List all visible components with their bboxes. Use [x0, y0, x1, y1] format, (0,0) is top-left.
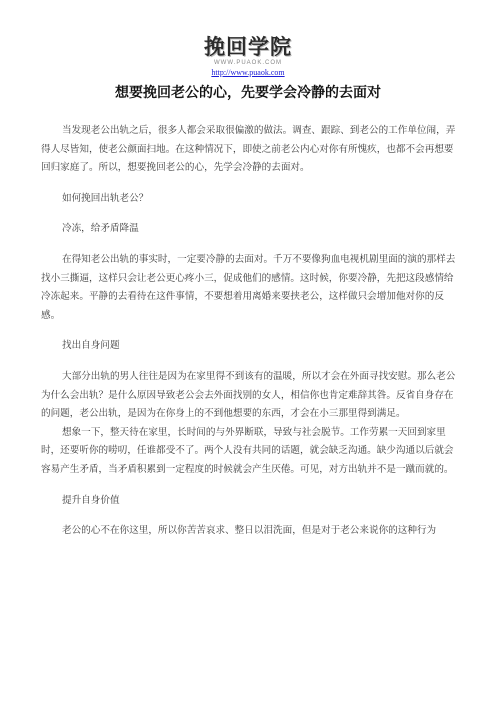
- site-logo-subtext: WWW.PUAOK.COM: [214, 60, 282, 66]
- site-url-link[interactable]: http://www.puaok.com: [211, 68, 285, 77]
- section-heading-how-to: 如何挽回出轨老公？: [62, 192, 149, 204]
- self-value-paragraph: 老公的心不在你这里，所以你苦苦哀求、整日以泪洗面，但是对于老公来说你的这种行为: [62, 525, 437, 537]
- imagine-paragraph: 想象一下，整天待在家里，长时间的与外界断联，导致与社会脱节。工作劳累一天回到家里时，还要听你的唠叨，任谁都受不了。两个人没有共同的话题，就会缺乏沟通。缺少沟通以后就会容易产生矛盾，当矛盾积累到一定程度的时候就会产生厌倦。可见，对方出轨并不是一蹴而就的。: [41, 426, 454, 475]
- find-problems-paragraph: 大部分出轨的男人往往是因为在家里得不到该有的温暖，所以才会在外面寻找安慰。那么老公为什么会出轨？是什么原因导致老公会去外面找别的女人，相信你也肯定难辞其咎。反省自身存在的问题，老公出轨，是因为在你身上的不到他想要的东西，才会在小三那里得到满足。: [41, 370, 456, 420]
- section-heading-find-problems: 找出自身问题: [62, 340, 120, 352]
- section-heading-self-value: 提升自身价值: [62, 494, 120, 506]
- section-heading-cool-down: 冷冻，给矛盾降温: [62, 223, 139, 235]
- article-title: 想要挽回老公的心，先要学会冷静的去面对: [115, 85, 381, 101]
- site-logo: 挽回学院: [204, 35, 292, 59]
- site-header: [0, 36, 496, 78]
- intro-paragraph: 当发现老公出轨之后，很多人都会采取很偏激的做法。调查、跟踪、到老公的工作单位闹，弄得人尽皆知，使老公颜面扫地。在这种情况下，即使之前老公内心对你有所愧疚，也都不会再想要回归家庭了。所以，想要挽回老公的心，先学会冷静的去面对。: [41, 125, 456, 174]
- article-body: [41, 122, 457, 541]
- cool-down-paragraph: 在得知老公出轨的事实时，一定要冷静的去面对。千万不要像狗血电视机剧里面的演的那样去找小三撕逼，这样只会让老公更心疼小三，促成他们的感情。这时候，你要冷静，先把这段感情给冷冻起来。平静的去看待在这件事情，不要想着用离婚来要挟老公，这样做只会增加他对你的反感。: [41, 253, 456, 321]
